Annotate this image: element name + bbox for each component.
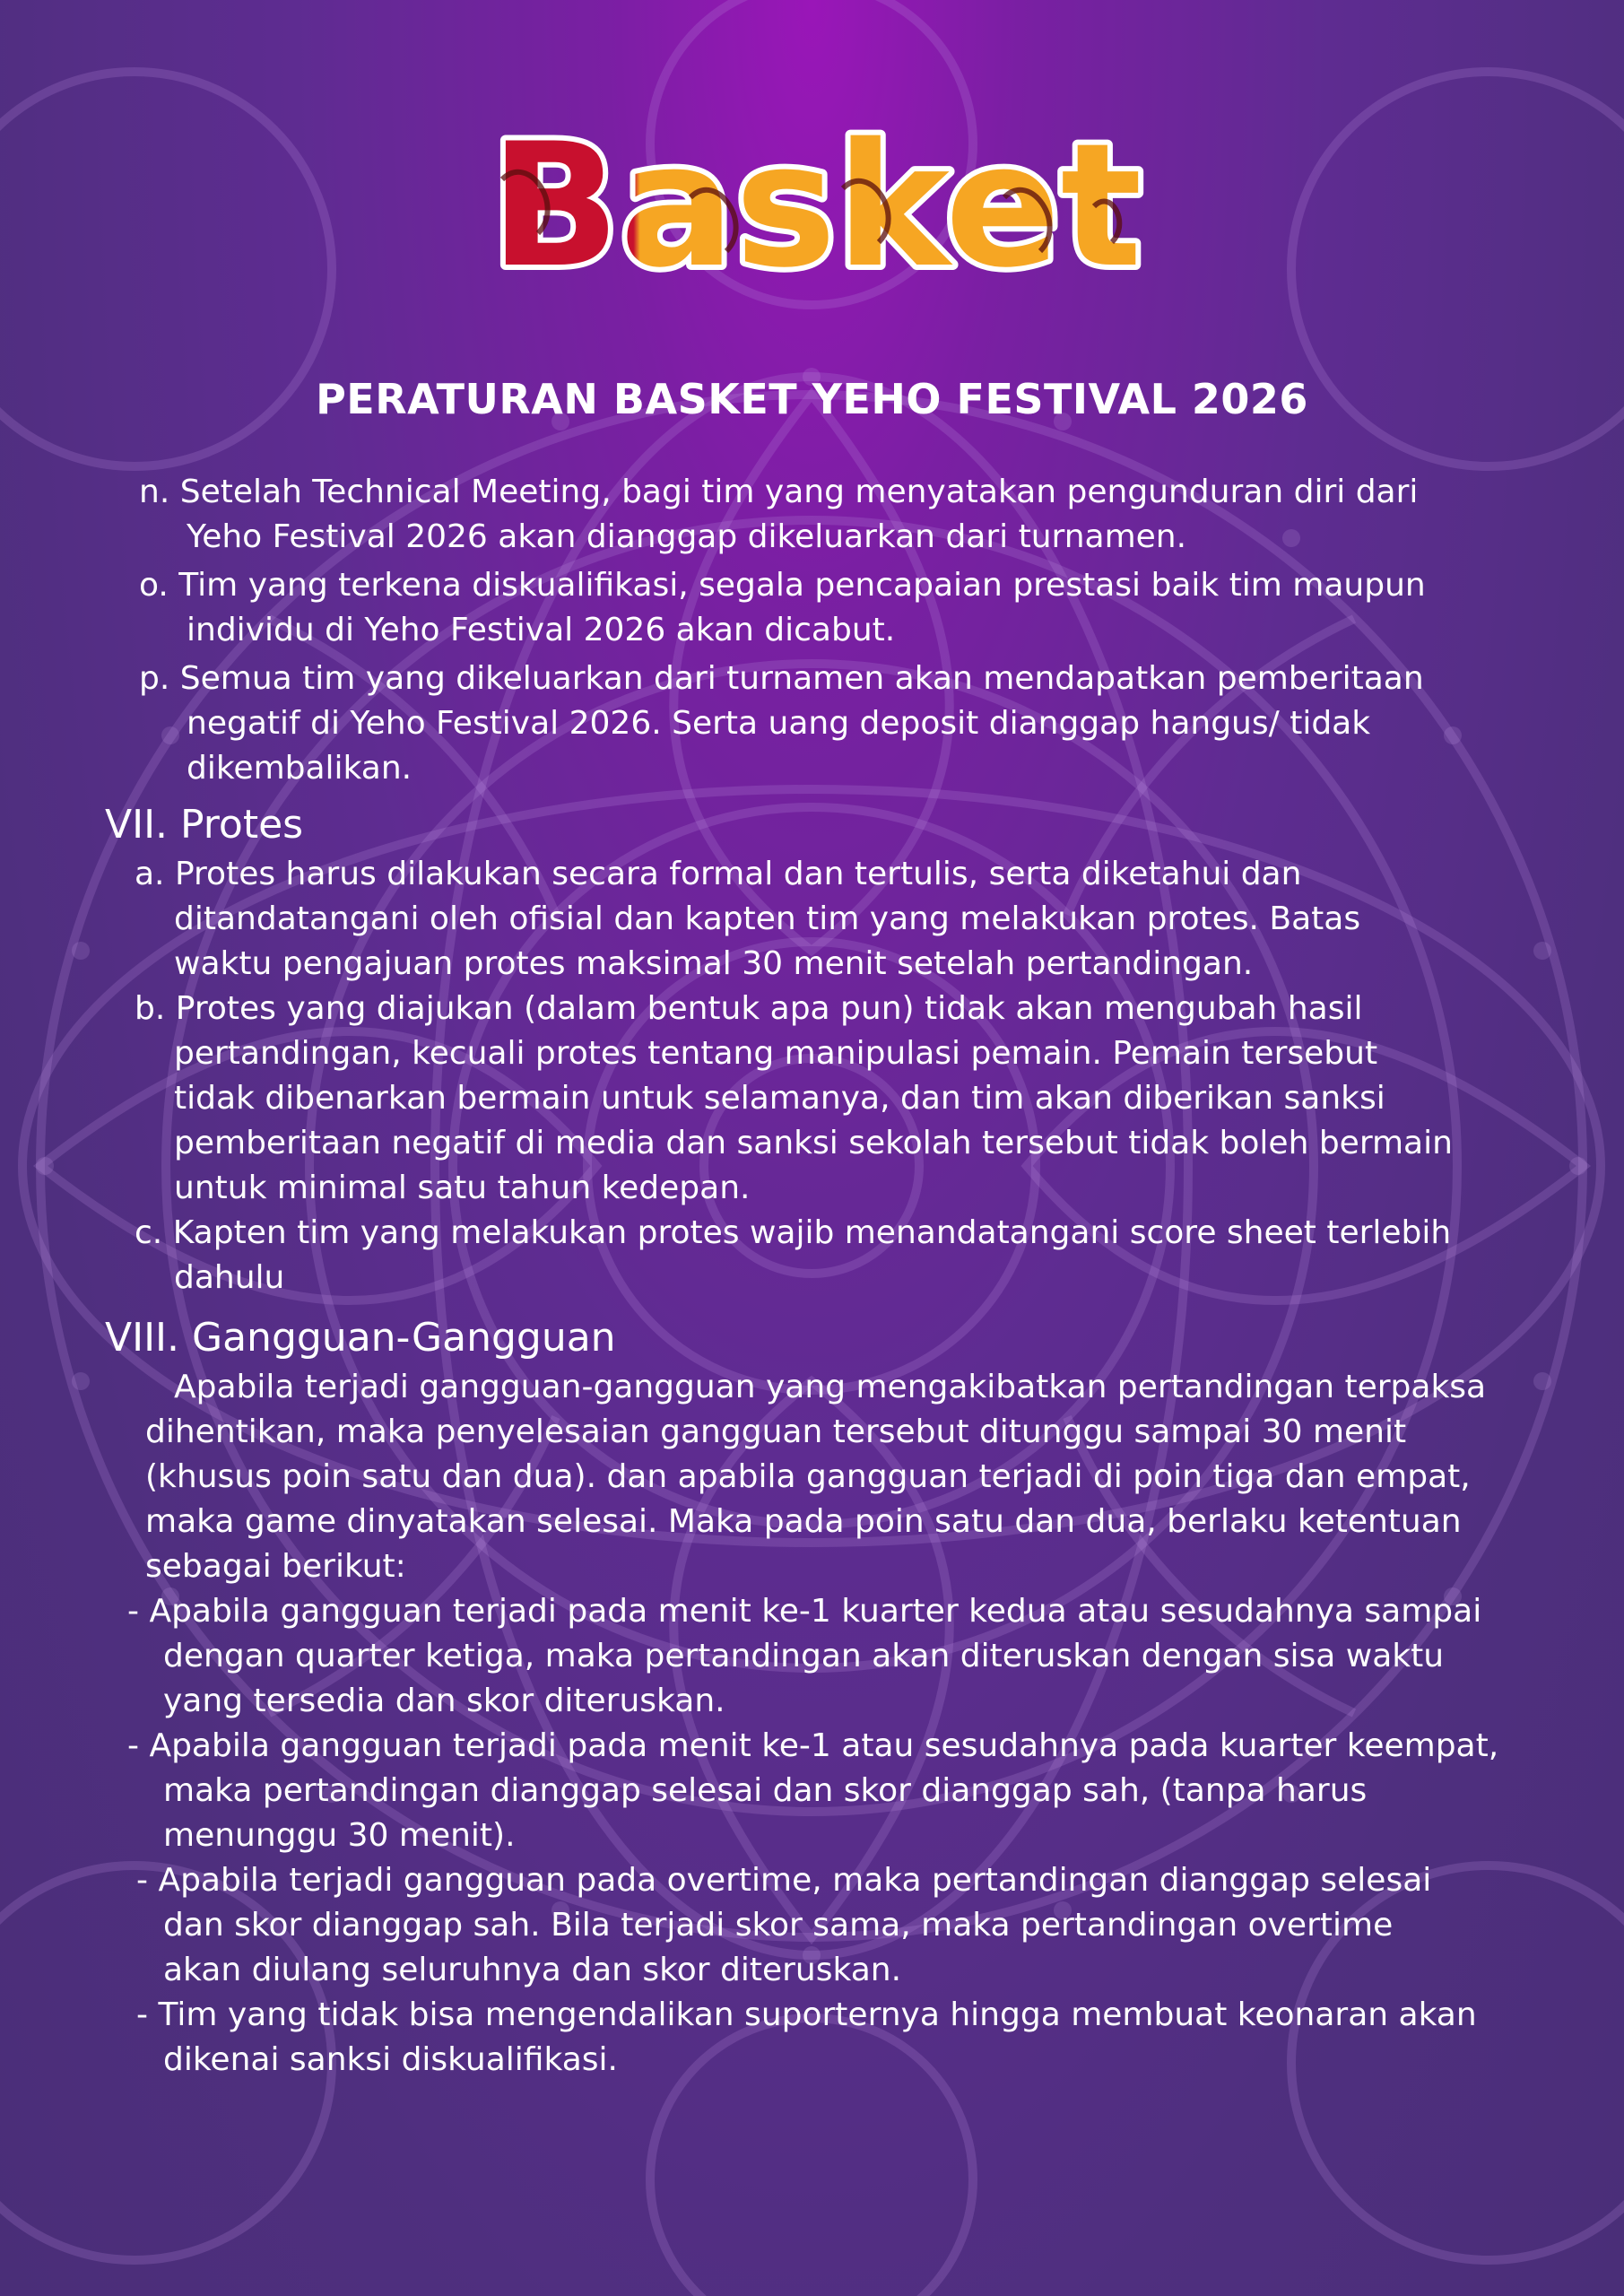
item-line: tidak dibenarkan bermain untuk selamanya, dan tim akan diberikan sanksi bbox=[174, 1080, 1385, 1117]
intro-line: dihentikan, maka penyelesaian gangguan tersebut ditunggu sampai 30 menit bbox=[145, 1413, 1407, 1450]
section-viii-intro bbox=[0, 1365, 1624, 1589]
item-label: n. bbox=[139, 474, 170, 510]
gangguan-bullet-4 bbox=[0, 1993, 1624, 2083]
bullet-line: dan skor dianggap sah. Bila terjadi skor sama, maka pertandingan overtime bbox=[163, 1907, 1394, 1944]
item-line: Setelah Technical Meeting, bagi tim yang menyatakan pengunduran diri dari bbox=[179, 474, 1419, 510]
section-viii bbox=[0, 1311, 1624, 2083]
protes-item-c bbox=[0, 1211, 1624, 1300]
bullet-line: akan diulang seluruhnya dan skor diteruskan. bbox=[163, 1952, 902, 1988]
rules-content bbox=[0, 470, 1624, 2083]
item-line: Yeho Festival 2026 akan dianggap dikeluarkan dari turnamen. bbox=[187, 518, 1187, 555]
rule-item-p bbox=[0, 657, 1624, 791]
item-line: Tim yang terkena diskualifikasi, segala pencapaian prestasi baik tim maupun bbox=[178, 567, 1426, 604]
bullet-line: dikenai sanksi diskualifikasi. bbox=[163, 2041, 618, 2078]
item-line: untuk minimal satu tahun kedepan. bbox=[174, 1170, 751, 1206]
item-line: dahulu bbox=[174, 1259, 285, 1296]
item-line: Semua tim yang dikeluarkan dari turnamen akan mendapatkan pemberitaan bbox=[179, 660, 1424, 697]
item-line: individu di Yeho Festival 2026 akan dicabut. bbox=[187, 612, 896, 648]
section-vii-heading: VII. Protes bbox=[105, 802, 304, 848]
logo-text: Basket bbox=[490, 107, 1142, 305]
bullet-line: menunggu 30 menit). bbox=[163, 1817, 516, 1854]
intro-line: sebagai berikut: bbox=[145, 1548, 406, 1585]
item-line: pertandingan, kecuali protes tentang manipulasi pemain. Pemain tersebut bbox=[174, 1035, 1378, 1072]
bullet-dash: - bbox=[136, 1862, 148, 1899]
item-line: ditandatangani oleh ofisial dan kapten tim yang melakukan protes. Batas bbox=[174, 900, 1361, 937]
item-label: p. bbox=[139, 660, 170, 697]
bullet-line: Apabila gangguan terjadi pada menit ke-1 atau sesudahnya pada kuarter keempat, bbox=[149, 1727, 1499, 1764]
intro-line: maka game dinyatakan selesai. Maka pada poin satu dan dua, berlaku ketentuan bbox=[145, 1503, 1462, 1540]
item-line: dikembalikan. bbox=[187, 750, 413, 787]
bullet-line: Apabila gangguan terjadi pada menit ke-1 kuarter kedua atau sesudahnya sampai bbox=[149, 1593, 1482, 1630]
page-title: PERATURAN BASKET YEHO FESTIVAL 2026 bbox=[316, 375, 1308, 423]
basket-logo bbox=[466, 99, 1166, 314]
intro-line: Apabila terjadi gangguan-gangguan yang mengakibatkan pertandingan terpaksa bbox=[174, 1369, 1487, 1405]
item-label: b. bbox=[135, 990, 166, 1027]
item-line: waktu pengajuan protes maksimal 30 menit setelah pertandingan. bbox=[174, 945, 1254, 982]
protes-item-b bbox=[0, 987, 1624, 1211]
item-line: pemberitaan negatif di media dan sanksi sekolah tersebut tidak boleh bermain bbox=[174, 1125, 1453, 1161]
item-label: c. bbox=[135, 1214, 163, 1251]
bullet-line: Tim yang tidak bisa mengendalikan suporternya hingga membuat keonaran akan bbox=[158, 1996, 1477, 2033]
rule-item-n bbox=[0, 470, 1624, 560]
bullet-line: dengan quarter ketiga, maka pertandingan akan diteruskan dengan sisa waktu bbox=[163, 1638, 1445, 1674]
gangguan-bullet-1 bbox=[0, 1589, 1624, 1724]
section-vi-items bbox=[0, 470, 1624, 791]
bullet-dash: - bbox=[127, 1593, 139, 1630]
section-vii bbox=[0, 798, 1624, 1300]
item-label: a. bbox=[135, 856, 165, 892]
item-line: Protes harus dilakukan secara formal dan tertulis, serta diketahui dan bbox=[174, 856, 1302, 892]
bullet-dash: - bbox=[127, 1727, 139, 1764]
section-viii-heading: VIII. Gangguan-Gangguan bbox=[105, 1315, 616, 1361]
item-line: Kapten tim yang melakukan protes wajib menandatangani score sheet terlebih bbox=[172, 1214, 1452, 1251]
protes-item-a bbox=[0, 852, 1624, 987]
bullet-dash: - bbox=[136, 1996, 148, 2033]
bullet-line: yang tersedia dan skor diteruskan. bbox=[163, 1683, 725, 1719]
gangguan-bullet-3 bbox=[0, 1858, 1624, 1993]
item-label: o. bbox=[139, 567, 169, 604]
bullet-line: maka pertandingan dianggap selesai dan skor dianggap sah, (tanpa harus bbox=[163, 1772, 1368, 1809]
rule-item-o bbox=[0, 563, 1624, 653]
bullet-line: Apabila terjadi gangguan pada overtime, maka pertandingan dianggap selesai bbox=[158, 1862, 1432, 1899]
intro-line: (khusus poin satu dan dua). dan apabila gangguan terjadi di poin tiga dan empat, bbox=[145, 1458, 1471, 1495]
item-line: negatif di Yeho Festival 2026. Serta uang deposit dianggap hangus/ tidak bbox=[187, 705, 1371, 742]
gangguan-bullet-2 bbox=[0, 1724, 1624, 1858]
item-line: Protes yang diajukan (dalam bentuk apa pun) tidak akan mengubah hasil bbox=[175, 990, 1363, 1027]
